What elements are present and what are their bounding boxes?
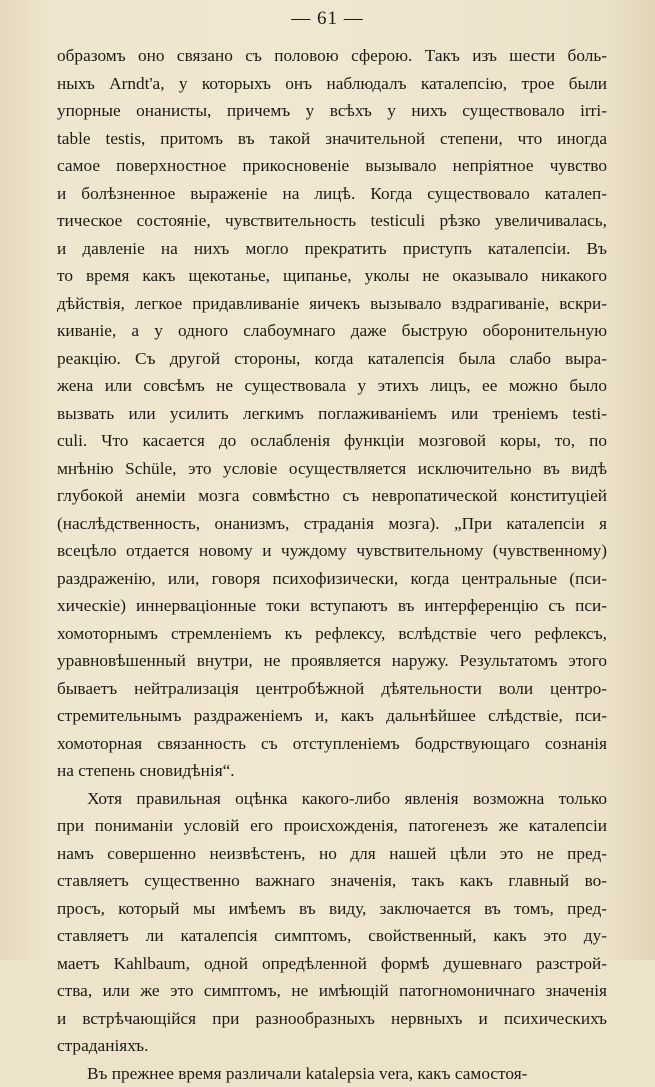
text-line: раздраженію, или, говоря психофизически, когда центральные (пси- [57, 565, 607, 593]
text-line: table testis, притомъ въ такой значительной степени, что иногда [57, 125, 607, 153]
text-line: ныхъ Arndt'a, у которыхъ онъ наблюдалъ каталепсію, трое были [57, 70, 607, 98]
text-line: жена или совсѣмъ не существовала у этихъ лицъ, ее можно было [57, 372, 607, 400]
text-line: намъ совершенно неизвѣстенъ, но для нашей цѣли это не пред- [57, 840, 607, 868]
text-line: всецѣло отдается новому и чуждому чувствительному (чувственному) [57, 537, 607, 565]
text-line: хическіе) иннерваціонные токи вступаютъ въ интерференцію съ пси- [57, 592, 607, 620]
text-line: culi. Что касается до ослабленія функціи мозговой коры, то, по [57, 427, 607, 455]
text-line: уравновѣшенный внутри, не проявляется наружу. Результатомъ этого [57, 647, 607, 675]
text-line: ства, или же это симптомъ, не имѣющій патогномоничнаго значенія [57, 977, 607, 1005]
text-line: киваніе, а у одного слабоумнаго даже быструю оборонительную [57, 317, 607, 345]
page-number-header: — 61 — [0, 8, 655, 30]
text-line: реакцію. Съ другой стороны, когда каталепсія была слабо выра- [57, 345, 607, 373]
text-line: образомъ оно связано съ половою сферою. Такъ изъ шести боль- [57, 42, 607, 70]
text-line: ставляетъ существенно важнаго значенія, такъ какъ главный во- [57, 867, 607, 895]
text-line: на степень сновидѣнія“. [57, 757, 607, 785]
text-line: бываетъ нейтрализація центробѣжной дѣятельности воли центро- [57, 675, 607, 703]
text-line: упорные онанисты, причемъ у всѣхъ у нихъ существовало irri- [57, 97, 607, 125]
text-line: просъ, который мы имѣемъ въ виду, заключается въ томъ, пред- [57, 895, 607, 923]
text-line: тическое состояніе, чувствительность testiculi рѣзко увеличивалась, [57, 207, 607, 235]
text-line: (наслѣдственность, онанизмъ, страданія мозга). „При каталепсіи я [57, 510, 607, 538]
text-line: стремительнымъ раздраженіемъ и, какъ дальнѣйшее слѣдствіе, пси- [57, 702, 607, 730]
text-line: и давленіе на нихъ могло прекратить приступъ каталепсіи. Въ [57, 235, 607, 263]
text-line: мнѣнію Schüle, это условіе осуществляется исключительно въ видѣ [57, 455, 607, 483]
text-line: хомоторнымъ стремленіемъ къ рефлексу, вслѣдствіе чего рефлексъ, [57, 620, 607, 648]
text-line: то время какъ щекотанье, щипанье, уколы не оказывало никакого [57, 262, 607, 290]
text-line: и болѣзненное выраженіе на лицѣ. Когда существовало каталеп- [57, 180, 607, 208]
text-line: дѣйствія, легкое придавливаніе яичекъ вызывало вздрагиваніе, вскри- [57, 290, 607, 318]
text-line: вызвать или усилить легкимъ поглаживаніемъ или треніемъ testi- [57, 400, 607, 428]
text-line: маетъ Kahlbaum, одной опредѣленной формѣ душевнаго разстрой- [57, 950, 607, 978]
text-line: ставляетъ ли каталепсія симптомъ, свойственный, какъ это ду- [57, 922, 607, 950]
text-line: хомоторная связанность съ отступленіемъ бодрствующаго сознанія [57, 730, 607, 758]
text-line: глубокой анеміи мозга совмѣстно съ невропатической конституціей [57, 482, 607, 510]
text-line: Хотя правильная оцѣнка какого-либо явленія возможна только [57, 785, 607, 813]
text-line: страданіяхъ. [57, 1032, 607, 1060]
text-line: и встрѣчающійся при разнообразныхъ нервныхъ и психическихъ [57, 1005, 607, 1033]
text-line: самое поверхностное прикосновеніе вызывало непріятное чувство [57, 152, 607, 180]
text-line: при пониманіи условій его происхожденія, патогенезъ же каталепсіи [57, 812, 607, 840]
text-line: Въ прежнее время различали katalepsia vera, какъ самостоя- [57, 1060, 607, 1087]
body-text [57, 42, 607, 1087]
